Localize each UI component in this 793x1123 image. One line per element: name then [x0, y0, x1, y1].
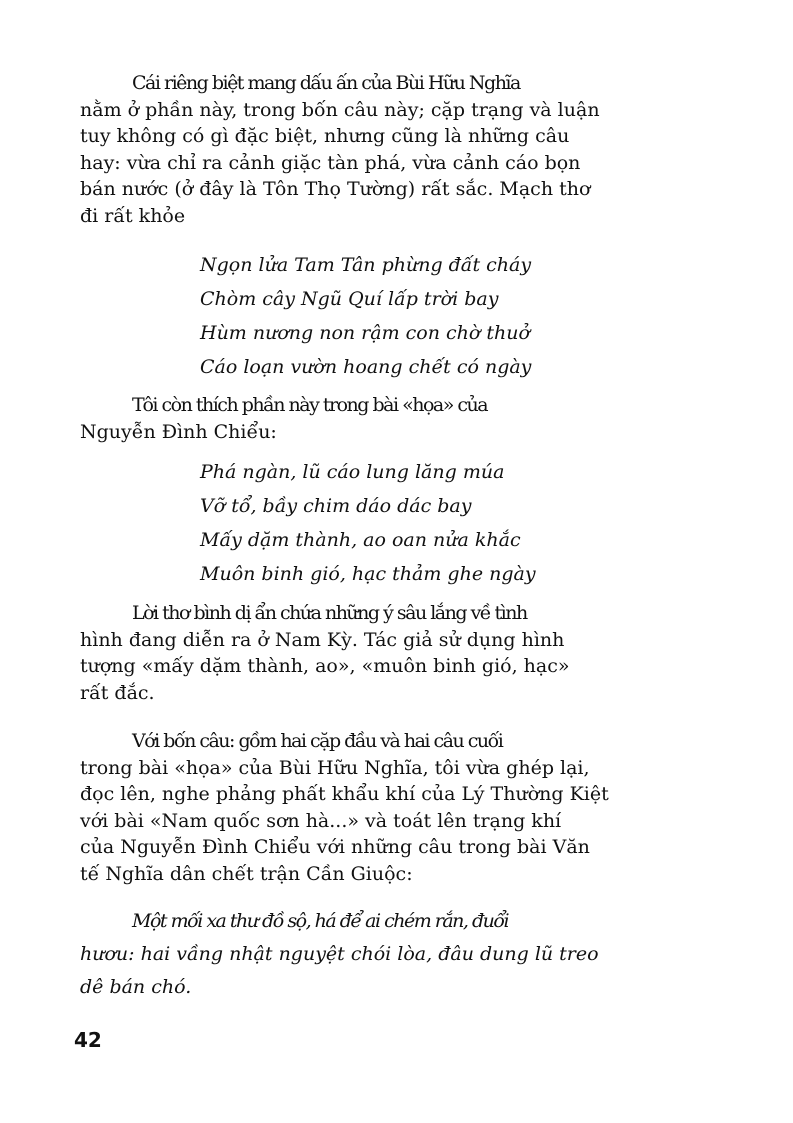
quote-line: hươu: hai vầng nhật nguyệt chói lòa, đâu dung lũ treo	[80, 943, 599, 965]
paragraph-1	[80, 70, 716, 229]
paragraph-4	[80, 728, 716, 887]
verse-line: Muôn binh gió, hạc thảm ghe ngày	[200, 563, 536, 585]
text-line: của Nguyễn Đình Chiểu với những câu trong bài Văn	[80, 836, 590, 858]
paragraph-3	[80, 600, 716, 706]
verse-line: Hùm nương non rậm con chờ thuở	[200, 322, 530, 344]
text-line: tuy không có gì đặc biệt, nhưng cũng là những câu	[80, 125, 570, 147]
text-line: trong bài «họa» của Bùi Hữu Nghĩa, tôi vừa ghép lại,	[80, 756, 590, 779]
text-line: đi rất khỏe	[80, 204, 186, 227]
quote-line: dê bán chó.	[80, 976, 192, 998]
verse-line: Cáo loạn vườn hoang chết có ngày	[200, 356, 532, 378]
text-line: Với bốn câu: gồm hai cặp đầu và hai câu cuối	[132, 730, 503, 752]
text-line: hay: vừa chỉ ra cảnh giặc tàn phá, vừa cảnh cáo bọn	[80, 151, 581, 174]
text-line: hình đang diễn ra ở Nam Kỳ. Tác giả sử dụng hình	[80, 628, 565, 651]
verse-2	[200, 455, 660, 591]
text-line: đọc lên, nghe phảng phất khẩu khí của Lý Thường Kiệt	[80, 783, 609, 805]
text-line: Tôi còn thích phần này trong bài «họa» của	[132, 394, 488, 416]
text-line: tượng «mấy dặm thành, ao», «muôn binh gió, hạc»	[80, 655, 570, 677]
verse-line: Chòm cây Ngũ Quí lấp trời bay	[200, 288, 499, 310]
page-number: 42	[74, 1028, 102, 1052]
text-line: rất đắc.	[80, 681, 155, 704]
text-line: nằm ở phần này, trong bốn câu này; cặp trạng và luận	[80, 98, 600, 121]
quotation	[80, 905, 716, 1004]
text-line: với bài «Nam quốc sơn hà...» và toát lên trạng khí	[80, 809, 562, 832]
text-line: tế Nghĩa dân chết trận Cần Giuộc:	[80, 862, 413, 885]
text-line: Lời thơ bình dị ẩn chứa những ý sâu lắng về tình	[132, 602, 527, 624]
verse-line: Mấy dặm thành, ao oan nửa khắc	[200, 529, 521, 551]
verse-line: Phá ngàn, lũ cáo lung lăng múa	[200, 461, 505, 483]
text-line: Nguyễn Đình Chiểu:	[80, 420, 277, 443]
quote-line: Một mối xa thư đồ sộ, há để ai chém rắn, đuổi	[132, 910, 509, 932]
paragraph-2	[80, 392, 716, 445]
verse-1	[200, 248, 660, 384]
text-line: Cái riêng biệt mang dấu ấn của Bùi Hữu Nghĩa	[132, 72, 520, 94]
verse-line: Vỡ tổ, bầy chim dáo dác bay	[200, 495, 472, 517]
verse-line: Ngọn lửa Tam Tân phừng đất cháy	[200, 254, 532, 276]
text-line: bán nước (ở đây là Tôn Thọ Tường) rất sắc. Mạch thơ	[80, 178, 591, 200]
